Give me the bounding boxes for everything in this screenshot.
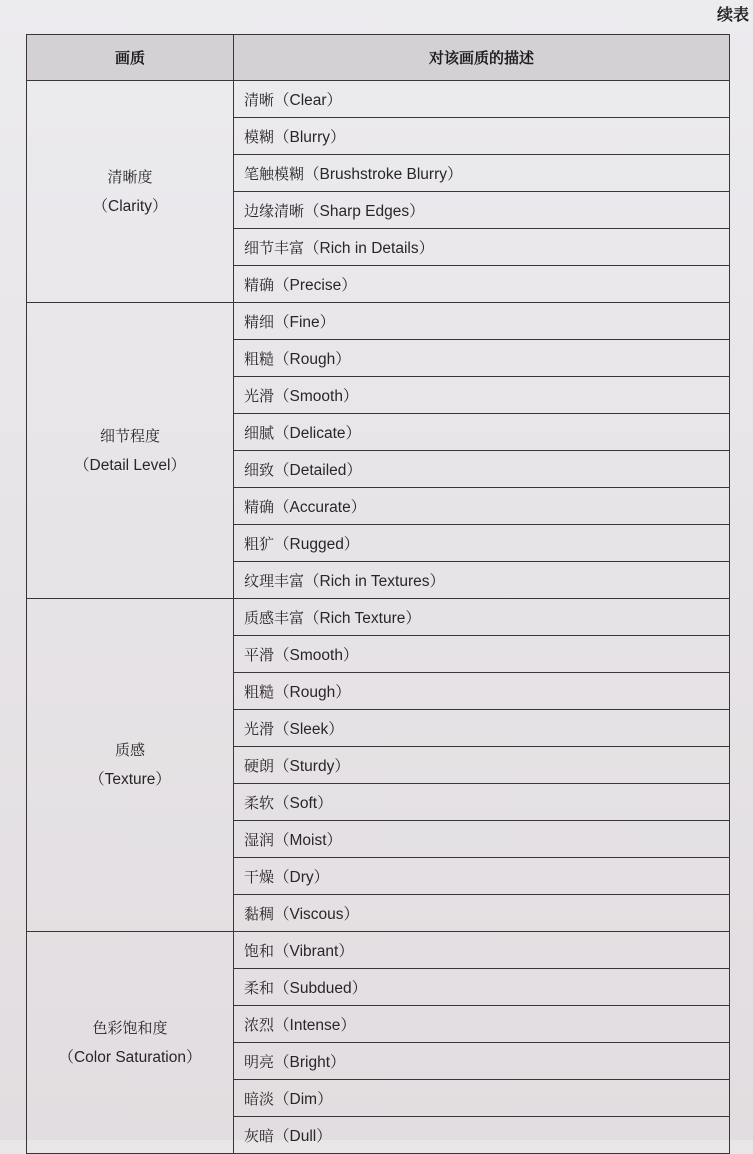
description-en: （Delicate） [274, 425, 362, 442]
description-en: （Vibrant） [274, 943, 354, 960]
description-zh: 平滑 [244, 646, 275, 664]
table-header-row [27, 35, 730, 81]
description-zh: 纹理丰富 [244, 572, 305, 590]
description-cell [234, 81, 730, 118]
description-cell [234, 303, 730, 340]
description-en: （Smooth） [274, 647, 359, 664]
description-en: （Detailed） [274, 462, 362, 479]
description-zh: 清晰 [244, 91, 275, 109]
description-en: （Rough） [274, 684, 351, 701]
description-zh: 明亮 [244, 1053, 275, 1071]
description-en: （Sturdy） [274, 758, 350, 775]
description-zh: 精确 [244, 498, 275, 516]
description-zh: 粗糙 [244, 350, 275, 368]
description-cell [234, 488, 730, 525]
description-cell [234, 710, 730, 747]
description-cell [234, 1006, 730, 1043]
description-en: （Dull） [274, 1128, 332, 1145]
description-en: （Moist） [274, 832, 343, 849]
description-zh: 精细 [244, 313, 275, 331]
quality-category-cell [27, 599, 234, 932]
quality-category-en: （Detail Level） [74, 456, 186, 474]
description-cell [234, 969, 730, 1006]
description-zh: 柔软 [244, 794, 275, 812]
description-zh: 细节丰富 [244, 239, 305, 257]
description-en: （Dim） [274, 1091, 333, 1108]
description-zh: 模糊 [244, 128, 275, 146]
description-zh: 细腻 [244, 424, 275, 442]
description-cell [234, 1043, 730, 1080]
description-cell [234, 525, 730, 562]
quality-category-en: （Texture） [89, 771, 171, 788]
description-cell [234, 229, 730, 266]
description-cell [234, 377, 730, 414]
description-zh: 干燥 [244, 868, 275, 886]
quality-category-zh: 质感 [114, 741, 145, 759]
description-en: （Accurate） [274, 499, 367, 516]
description-en: （Brushstroke Blurry） [304, 166, 463, 183]
description-en: （Bright） [274, 1054, 346, 1071]
description-zh: 黏稠 [244, 905, 275, 923]
description-en: （Dry） [274, 869, 330, 886]
description-en: （Rich in Details） [304, 240, 435, 257]
description-cell [234, 266, 730, 303]
description-cell [234, 562, 730, 599]
description-cell [234, 340, 730, 377]
description-zh: 粗犷 [244, 535, 275, 553]
table-row [27, 599, 730, 636]
description-zh: 硬朗 [244, 757, 275, 775]
quality-category-zh: 细节程度 [99, 426, 160, 445]
continued-label: 续表 [716, 5, 749, 24]
quality-category-en: （Color Saturation） [58, 1048, 202, 1066]
description-zh: 暗淡 [244, 1090, 275, 1108]
description-en: （Rugged） [274, 536, 360, 553]
description-en: （Fine） [274, 314, 336, 331]
description-cell [234, 747, 730, 784]
description-zh: 柔和 [244, 979, 275, 997]
quality-category-cell [27, 932, 234, 1154]
description-zh: 粗糙 [244, 683, 275, 701]
table-row [27, 81, 730, 118]
description-cell [234, 192, 730, 229]
description-cell [234, 599, 730, 636]
quality-category-cell [27, 81, 234, 303]
description-zh: 边缘清晰 [244, 202, 305, 220]
description-zh: 饱和 [244, 942, 275, 960]
description-zh: 质感丰富 [244, 609, 305, 627]
description-zh: 灰暗 [244, 1127, 275, 1145]
table-row [27, 932, 730, 969]
description-zh: 细致 [244, 461, 275, 479]
description-cell [234, 858, 730, 895]
image-quality-table [26, 34, 730, 1154]
description-cell [234, 636, 730, 673]
quality-category-cell [27, 303, 234, 599]
description-en: （Rich Texture） [304, 610, 421, 627]
description-cell [234, 1117, 730, 1154]
quality-category-en: （Clarity） [92, 197, 168, 215]
table-body [27, 81, 730, 1154]
description-zh: 光滑 [244, 720, 275, 738]
header-quality: 画质 [27, 35, 234, 81]
description-en: （Sharp Edges） [304, 203, 425, 220]
header-description: 对该画质的描述 [234, 35, 730, 81]
description-cell [234, 155, 730, 192]
description-en: （Precise） [274, 277, 357, 294]
description-zh: 精确 [244, 276, 275, 294]
description-zh: 浓烈 [244, 1016, 275, 1034]
description-zh: 光滑 [244, 387, 275, 405]
description-en: （Rough） [274, 351, 351, 368]
description-zh: 湿润 [244, 831, 275, 849]
description-en: （Soft） [274, 795, 333, 812]
description-en: （Intense） [274, 1017, 356, 1034]
description-en: （Sleek） [274, 721, 344, 738]
quality-category-zh: 色彩饱和度 [92, 1018, 168, 1037]
description-zh: 笔触模糊 [244, 165, 305, 183]
description-cell [234, 895, 730, 932]
description-cell [234, 1080, 730, 1117]
description-en: （Smooth） [274, 388, 359, 405]
description-en: （Subdued） [274, 980, 368, 997]
description-cell [234, 673, 730, 710]
description-en: （Blurry） [274, 129, 346, 146]
table-row [27, 303, 730, 340]
quality-category-zh: 清晰度 [107, 167, 153, 186]
description-cell [234, 118, 730, 155]
description-cell [234, 784, 730, 821]
description-cell [234, 932, 730, 969]
description-en: （Clear） [274, 92, 343, 109]
description-cell [234, 451, 730, 488]
description-cell [234, 821, 730, 858]
description-en: （Viscous） [274, 906, 360, 923]
description-cell [234, 414, 730, 451]
description-en: （Rich in Textures） [304, 573, 445, 590]
